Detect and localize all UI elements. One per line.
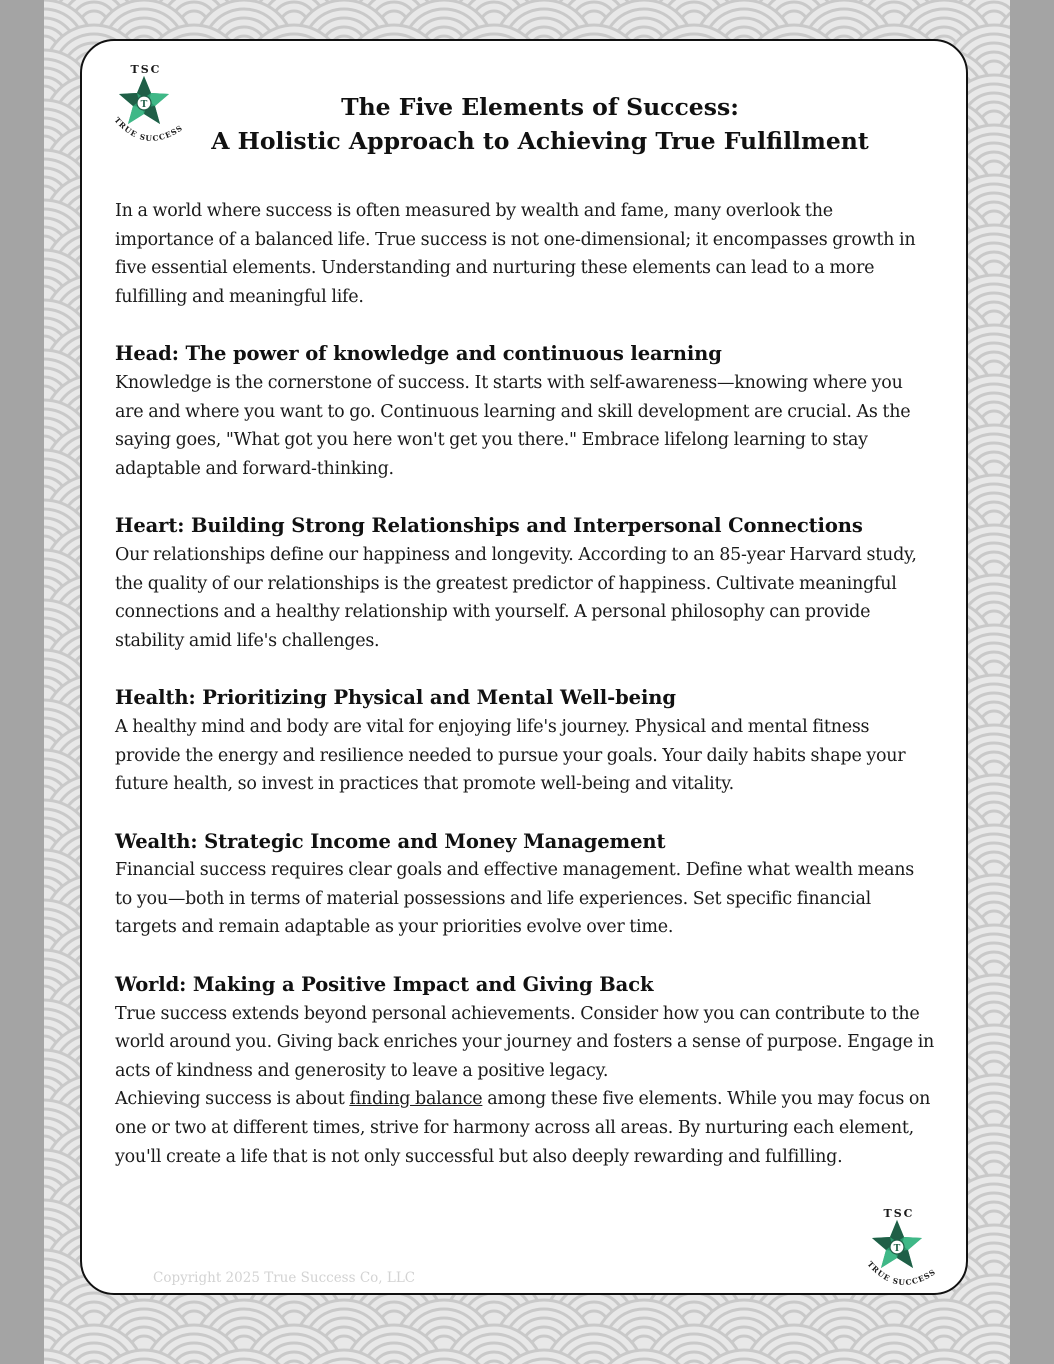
title-line-2: A Holistic Approach to Achieving True Fulfillment xyxy=(211,127,869,155)
svg-text:TRUE SUCCESS CO.: TRUE SUCCESS xyxy=(865,1259,938,1288)
section-heading: Health: Prioritizing Physical and Mental Well-being xyxy=(115,686,676,710)
svg-text:TRUE SUCCESS CO.: TRUE SUCCESS xyxy=(112,115,185,144)
title-line-1: The Five Elements of Success: xyxy=(341,93,739,121)
section-heart xyxy=(115,512,935,655)
conclusion-text-start: Achieving success is about xyxy=(115,1089,350,1110)
star-logo-icon xyxy=(853,1202,945,1302)
svg-text:TSC: TSC xyxy=(130,63,162,76)
section-wealth xyxy=(115,828,935,942)
article-body xyxy=(115,197,935,1171)
svg-text:T: T xyxy=(893,1244,901,1254)
section-heading: Head: The power of knowledge and continuous learning xyxy=(115,342,722,366)
section-head xyxy=(115,340,935,483)
section-world xyxy=(115,971,935,1085)
finding-balance-link[interactable]: finding balance xyxy=(349,1089,483,1110)
company-logo-top xyxy=(100,58,192,158)
conclusion-text-end: among these five elements. While you may focus on one or two at different times, strive for harmony across all areas. By nurturing each element, you'll create a life that is not only successful but also deeply rewarding and fulfilling. xyxy=(115,1089,931,1167)
conclusion-paragraph xyxy=(115,1085,935,1171)
section-heading: Wealth: Strategic Income and Money Management xyxy=(115,829,666,853)
section-heading: Heart: Building Strong Relationships and Interpersonal Connections xyxy=(115,514,863,538)
section-health xyxy=(115,684,935,798)
section-body: Knowledge is the cornerstone of success. It starts with self-awareness—knowing where you are and where you want to go. Continuous learning and skill development are crucial. As the saying goes, "What got you here won't get you there." Embrace lifelong learning to stay adaptable and forward-thinking. xyxy=(115,372,911,479)
section-body: True success extends beyond personal achievements. Consider how you can contribute to the world around you. Giving back enriches your journey and fosters a sense of purpose. Engage in acts of kindness and generosity to leave a positive legacy. xyxy=(115,1003,935,1081)
company-logo-bottom xyxy=(853,1202,945,1302)
svg-text:TSC: TSC xyxy=(883,1207,915,1220)
svg-text:T: T xyxy=(140,100,148,110)
intro-paragraph: In a world where success is often measured by wealth and fame, many overlook the importance of a balanced life. True success is not one-dimensional; it encompasses growth in five essential elements. Understanding and nurturing these elements can lead to a more fulfilling and meaningful life. xyxy=(115,201,916,307)
page-title xyxy=(190,90,890,158)
section-body: A healthy mind and body are vital for enjoying life's journey. Physical and mental fitness provide the energy and resilience needed to pursue your goals. Your daily habits shape your future health, so invest in practices that promote well-being and vitality. xyxy=(115,716,906,795)
section-body: Our relationships define our happiness and longevity. According to an 85-year Harvard study, the quality of our relationships is the greatest predictor of happiness. Cultivate meaningful connections and a healthy relationship with yourself. A personal philosophy can provide stability amid life's challenges. xyxy=(115,544,917,651)
section-body: Financial success requires clear goals and effective management. Define what wealth means to you—both in terms of material possessions and life experiences. Set specific financial targets and remain adaptable as your priorities evolve over time. xyxy=(115,860,915,938)
copyright-notice: Copyright 2025 True Success Co, LLC xyxy=(153,1270,416,1286)
section-heading: World: Making a Positive Impact and Giving Back xyxy=(115,973,654,997)
star-logo-icon xyxy=(100,58,192,158)
